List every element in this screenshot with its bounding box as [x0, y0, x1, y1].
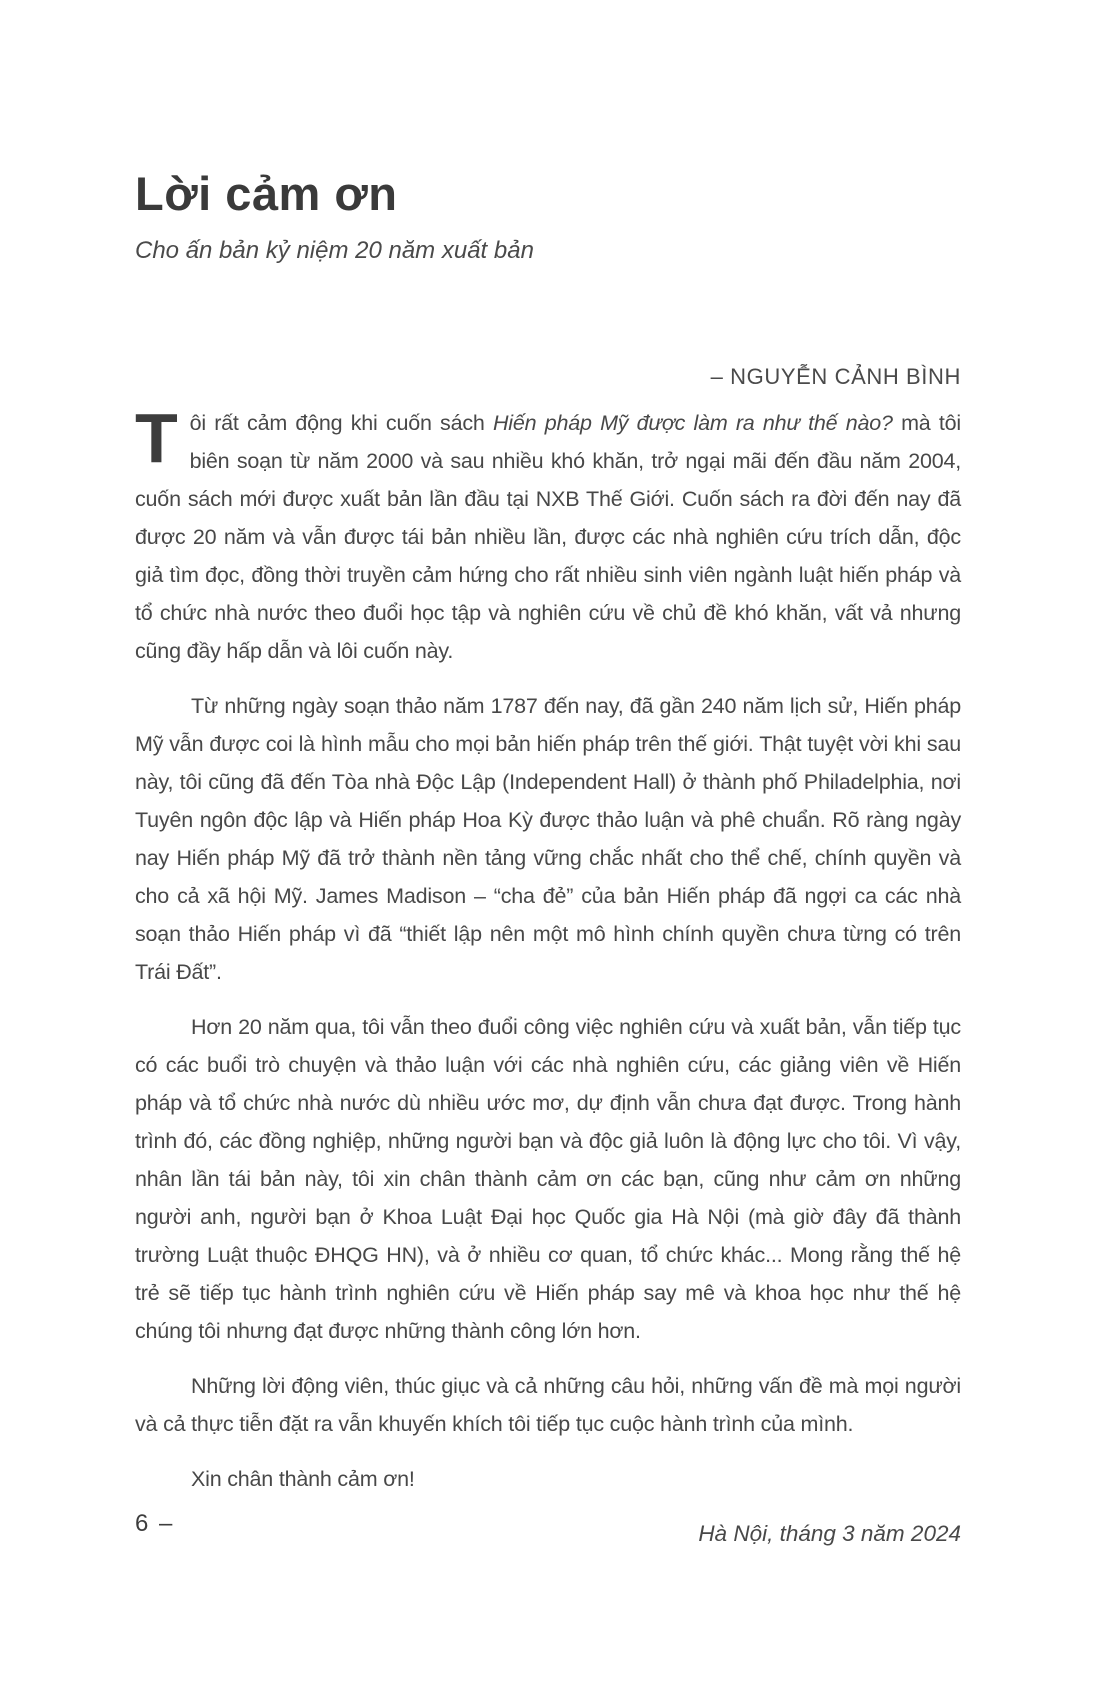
paragraph-3: Hơn 20 năm qua, tôi vẫn theo đuổi công việc nghiên cứu và xuất bản, vẫn tiếp tục có các buổi trò chuyện và thảo luận với các nhà nghiên cứu, các giảng viên về Hiến pháp và tổ chức nhà nước dù nhiều ước mơ, dự định vẫn chưa đạt được. Trong hành trình đó, các đồng nghiệp, những người bạn và độc giả luôn là động lực cho tôi. Vì vậy, nhân lần tái bản này, tôi xin chân thành cảm ơn các bạn, cũng như cảm ơn những người anh, người bạn ở Khoa Luật Đại học Quốc gia Hà Nội (mà giờ đây đã thành trường Luật thuộc ĐHQG HN), và ở nhiều cơ quan, tổ chức khác... Mong rằng thế hệ trẻ sẽ tiếp tục hành trình nghiên cứu về Hiến pháp say mê và khoa học như thế hệ chúng tôi nhưng đạt được những thành công lớn hơn.: [135, 1015, 961, 1343]
author-name: – NGUYỄN CẢNH BÌNH: [710, 364, 961, 389]
page-number: 6 –: [135, 1510, 175, 1537]
date-place-line: Hà Nội, tháng 3 năm 2024: [698, 1521, 961, 1546]
paragraph-1-text-start: ôi rất cảm động khi cuốn sách: [189, 411, 493, 435]
paragraph-1-text-end: mà tôi biên soạn từ năm 2000 và sau nhiều khó khăn, trở ngại mãi đến đầu năm 2004, cuốn sách mới được xuất bản lần đầu tại NXB Thế Giới. Cuốn sách ra đời đến nay đã được 20 năm và vẫn được tái bản nhiều lần, được các nhà nghiên cứu trích dẫn, độc giả tìm đọc, đồng thời truyền cảm hứng cho rất nhiều sinh viên ngành luật hiến pháp và tổ chức nhà nước theo đuổi học tập và nghiên cứu về chủ đề khó khăn, vất vả nhưng cũng đầy hấp dẫn và lôi cuốn này.: [135, 411, 961, 663]
paragraph-4: Những lời động viên, thúc giục và cả những câu hỏi, những vấn đề mà mọi người và cả thực tiễn đặt ra vẫn khuyến khích tôi tiếp tục cuộc hành trình của mình.: [135, 1374, 961, 1436]
dropcap-letter: T: [135, 399, 178, 477]
page-content: [135, 0, 961, 1553]
paragraph-5-closing-thanks: Xin chân thành cảm ơn!: [191, 1467, 415, 1491]
page-subtitle: Cho ấn bản kỷ niệm 20 năm xuất bản: [135, 237, 534, 264]
paragraph-1: [135, 399, 961, 670]
paragraph-2: Từ những ngày soạn thảo năm 1787 đến nay, đã gần 240 năm lịch sử, Hiến pháp Mỹ vẫn được coi là hình mẫu cho mọi bản hiến pháp trên thế giới. Thật tuyệt vời khi sau này, tôi cũng đã đến Tòa nhà Độc Lập (Independent Hall) ở thành phố Philadelphia, nơi Tuyên ngôn độc lập và Hiến pháp Hoa Kỳ được thảo luận và phê chuẩn. Rõ ràng ngày nay Hiến pháp Mỹ đã trở thành nền tảng vững chắc nhất cho thể chế, chính quyền và cho cả xã hội Mỹ. James Madison – “cha đẻ” của bản Hiến pháp đã ngợi ca các nhà soạn thảo Hiến pháp vì đã “thiết lập nên một mô hình chính quyền chưa từng có trên Trái Đất”.: [135, 694, 961, 984]
book-title-italic: Hiến pháp Mỹ được làm ra như thế nào?: [492, 411, 893, 435]
page-title: Lời cảm ơn: [135, 167, 398, 220]
